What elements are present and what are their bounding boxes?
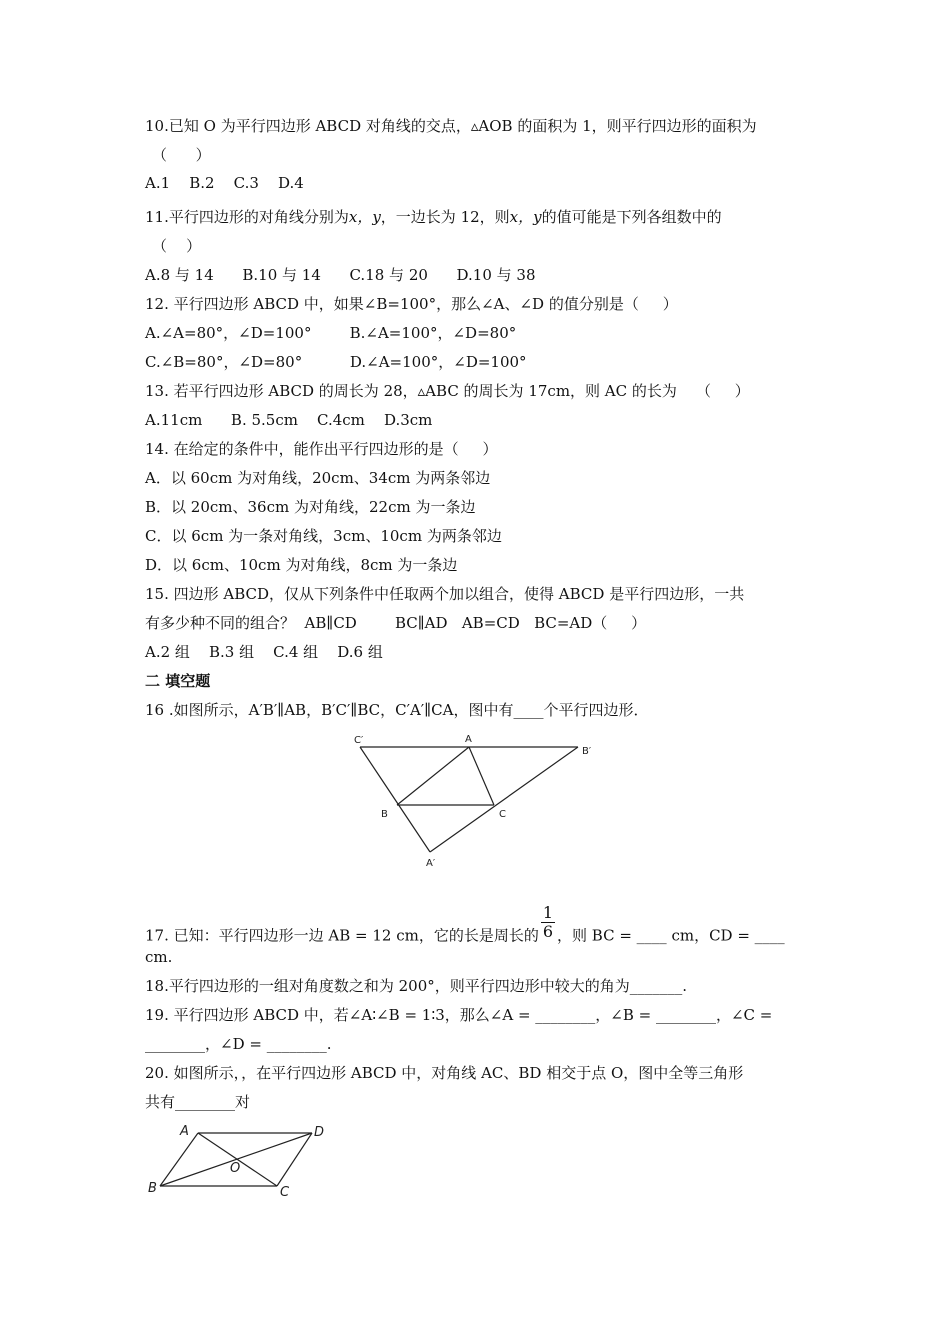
q20-line-d-c [277, 1133, 312, 1186]
q11-var-xy: x，y [348, 208, 381, 226]
q11-stem [145, 207, 722, 227]
q19-stem-line1: 19. 平行四边形 ABCD 中，若∠A∶∠B = 1∶3，那么∠A = ________，∠B = ________，∠C = [145, 1006, 773, 1024]
q16-label-c-prime: C′ [354, 735, 364, 746]
q14-option-c: C．以 6cm 为一条对角线，3cm、10cm 为两条邻边 [145, 527, 502, 545]
q12-stem: 12. 平行四边形 ABCD 中，如果∠B=100°，那么∠A、∠D 的值分别是（ ） [145, 295, 678, 313]
q20-line-b-d [160, 1133, 312, 1186]
q19-stem-line2: ________，∠D = ________. [145, 1035, 332, 1053]
q20-label-c: C [280, 1185, 290, 1200]
q13-stem: 13. 若平行四边形 ABCD 的周长为 28，▵ABC 的周长为 17cm，则 AC 的长为 （ ） [145, 382, 750, 400]
q11-stem-b: ，一边长为 12，则 [380, 208, 510, 226]
q12-options-ab: A.∠A=80°，∠D=100° B.∠A=100°，∠D=80° [145, 324, 517, 342]
q20-label-b: B [148, 1181, 157, 1196]
q16-stem: 16 .如图所示，A′B′∥AB，B′C′∥BC，C′A′∥CA，图中有____个平行四边形． [145, 701, 649, 719]
q11-options: A.8 与 14 B.10 与 14 C.18 与 20 D.10 与 38 [145, 266, 536, 284]
q14-option-b: B．以 20cm、36cm 为对角线，22cm 为一条边 [145, 498, 476, 516]
q20-line-a-b [160, 1133, 198, 1186]
q17-fraction-numerator: 1 [542, 903, 554, 922]
q16-line-a-c [469, 747, 494, 805]
q17-stem [145, 903, 785, 955]
q16-label-c: C [499, 809, 506, 820]
q11-stem-c: 的值可能是下列各组数中的 [541, 208, 722, 226]
q18-stem: 18.平行四边形的一组对角度数之和为 200°，则平行四边形中较大的角为_______. [145, 977, 688, 995]
q16-label-b: B [381, 809, 388, 820]
q14-option-d: D．以 6cm、10cm 为对角线，8cm 为一条边 [145, 556, 458, 574]
q17-fraction-denominator: 6 [542, 922, 554, 941]
q20-stem-line2: 共有________对 [145, 1093, 251, 1111]
q16-label-b-prime: B′ [582, 746, 592, 757]
q15-stem-line2: 有多少种不同的组合？ AB∥CD BC∥AD AB=CD BC=AD（ ） [145, 614, 647, 632]
q14-stem: 14. 在给定的条件中，能作出平行四边形的是（ ） [145, 440, 498, 458]
section-title-fill-in: 二 填空题 [145, 672, 211, 690]
q17-stem-c: cm. [145, 948, 173, 966]
q17-fraction [541, 904, 555, 941]
q10-options: A.1 B.2 C.3 D.4 [145, 174, 304, 192]
q17-stem-b: ，则 BC = ____ cm，CD = ____ [557, 926, 785, 945]
q16-figure [340, 725, 620, 875]
q20-label-a: A [180, 1124, 189, 1139]
q20-stem-line1: 20. 如图所示，，在平行四边形 ABCD 中，对角线 AC、BD 相交于点 O，图中全等三角形 [145, 1064, 744, 1082]
q16-line-c1-a1 [360, 747, 430, 852]
q15-stem-line1: 15. 四边形 ABCD，仅从下列条件中任取两个加以组合，使得 ABCD 是平行四边形，一共 [145, 585, 745, 603]
q17-stem-a: 17. 已知：平行四边形一边 AB = 12 cm，它的长是周长的 [145, 926, 539, 945]
q16-line-a-b [397, 747, 469, 805]
q16-line-b1-a1 [430, 747, 578, 852]
q20-label-o: O [230, 1161, 241, 1176]
q15-options: A.2 组 B.3 组 C.4 组 D.6 组 [145, 643, 383, 661]
q20-label-d: D [314, 1125, 325, 1140]
q12-options-cd: C.∠B=80°，∠D=80° D.∠A=100°，∠D=100° [145, 353, 527, 371]
q11-var-xy-2: x，y [509, 208, 542, 226]
q14-option-a: A．以 60cm 为对角线，20cm、34cm 为两条邻边 [145, 469, 491, 487]
q10-paren: （ ） [152, 146, 211, 164]
q16-label-a: A [465, 734, 472, 745]
q10-stem: 10.已知 O 为平行四边形 ABCD 对角线的交点，▵AOB 的面积为 1，则平行四边形的面积为 [145, 117, 757, 135]
q11-stem-a: 11.平行四边形的对角线分别为 [145, 208, 349, 226]
q13-options: A.11cm B. 5.5cm C.4cm D.3cm [145, 411, 433, 429]
q16-label-a-prime: A′ [426, 858, 436, 869]
q20-figure [140, 1118, 340, 1203]
q11-paren: （ ） [152, 237, 202, 255]
